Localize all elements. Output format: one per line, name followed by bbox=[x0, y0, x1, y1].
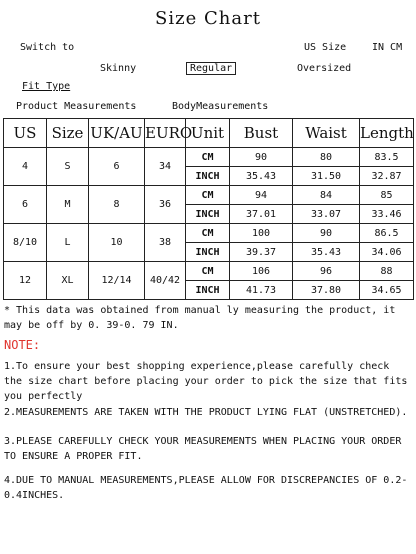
cell-waist: 35.43 bbox=[293, 243, 360, 262]
unit-toggle-in-cm[interactable]: IN CM bbox=[372, 42, 403, 53]
cell-size: L bbox=[47, 224, 89, 262]
table-header-row bbox=[4, 119, 414, 148]
fit-option-skinny[interactable]: Skinny bbox=[100, 63, 137, 74]
cell-us: 12 bbox=[4, 262, 47, 300]
header-length: Length bbox=[360, 119, 414, 148]
cell-bust: 37.01 bbox=[230, 205, 293, 224]
cell-unit: CM bbox=[186, 186, 230, 205]
cell-uk-au: 6 bbox=[89, 148, 145, 186]
cell-uk-au: 12/14 bbox=[89, 262, 145, 300]
page-title: Size Chart bbox=[155, 8, 261, 29]
fit-option-oversized[interactable]: Oversized bbox=[297, 63, 352, 74]
cell-us: 4 bbox=[4, 148, 47, 186]
size-chart-table bbox=[3, 118, 414, 300]
cell-size: XL bbox=[47, 262, 89, 300]
cell-bust: 90 bbox=[230, 148, 293, 167]
cell-waist: 31.50 bbox=[293, 167, 360, 186]
note-item: 4.DUE TO MANUAL MEASUREMENTS,PLEASE ALLOW FOR DISCREPANCIES OF 0.2-0.4INCHES. bbox=[4, 475, 408, 501]
switch-to-label: Switch to bbox=[20, 42, 75, 53]
disclaimer-text: * This data was obtained from manual ly measuring the product, it may be off by 0. 39-0. 79 IN. bbox=[4, 305, 396, 331]
cell-size: S bbox=[47, 148, 89, 186]
cell-uk-au: 8 bbox=[89, 186, 145, 224]
cell-bust: 35.43 bbox=[230, 167, 293, 186]
cell-length: 83.5 bbox=[360, 148, 414, 167]
cell-length: 32.87 bbox=[360, 167, 414, 186]
cell-length: 33.46 bbox=[360, 205, 414, 224]
tab-body-measurements[interactable]: BodyMeasurements bbox=[172, 101, 269, 112]
header-uk-au: UK/AU bbox=[89, 119, 145, 148]
cell-unit: INCH bbox=[186, 281, 230, 300]
cell-waist: 80 bbox=[293, 148, 360, 167]
table-row bbox=[4, 148, 414, 167]
cell-waist: 90 bbox=[293, 224, 360, 243]
cell-length: 34.65 bbox=[360, 281, 414, 300]
cell-unit: CM bbox=[186, 262, 230, 281]
note-item: 3.PLEASE CAREFULLY CHECK YOUR MEASUREMENTS WHEN PLACING YOUR ORDER TO ENSURE A PROPER FIT. bbox=[4, 436, 402, 462]
cell-size: M bbox=[47, 186, 89, 224]
cell-bust: 100 bbox=[230, 224, 293, 243]
cell-length: 85 bbox=[360, 186, 414, 205]
cell-bust: 94 bbox=[230, 186, 293, 205]
cell-euro: 38 bbox=[145, 224, 186, 262]
header-unit: Unit bbox=[186, 119, 230, 148]
cell-unit: INCH bbox=[186, 243, 230, 262]
cell-euro: 40/42 bbox=[145, 262, 186, 300]
table-row bbox=[4, 262, 414, 281]
cell-us: 8/10 bbox=[4, 224, 47, 262]
cell-us: 6 bbox=[4, 186, 47, 224]
fit-option-regular[interactable]: Regular bbox=[186, 62, 236, 75]
cell-euro: 34 bbox=[145, 148, 186, 186]
unit-toggle-us-size[interactable]: US Size bbox=[304, 42, 347, 53]
cell-length: 34.06 bbox=[360, 243, 414, 262]
cell-unit: INCH bbox=[186, 167, 230, 186]
cell-waist: 33.07 bbox=[293, 205, 360, 224]
cell-euro: 36 bbox=[145, 186, 186, 224]
note-item: 1.To ensure your best shopping experience,please carefully check the size chart before placing your order to pick the size that fits you perfectly bbox=[4, 361, 408, 402]
cell-uk-au: 10 bbox=[89, 224, 145, 262]
cell-length: 86.5 bbox=[360, 224, 414, 243]
header-waist: Waist bbox=[293, 119, 360, 148]
tab-product-measurements[interactable]: Product Measurements bbox=[16, 101, 137, 112]
cell-bust: 41.73 bbox=[230, 281, 293, 300]
cell-unit: CM bbox=[186, 148, 230, 167]
header-bust: Bust bbox=[230, 119, 293, 148]
cell-length: 88 bbox=[360, 262, 414, 281]
note-item: 2.MEASUREMENTS ARE TAKEN WITH THE PRODUCT LYING FLAT (UNSTRETCHED). bbox=[4, 407, 408, 418]
header-us: US bbox=[4, 119, 47, 148]
cell-waist: 96 bbox=[293, 262, 360, 281]
cell-waist: 37.80 bbox=[293, 281, 360, 300]
cell-unit: INCH bbox=[186, 205, 230, 224]
cell-bust: 106 bbox=[230, 262, 293, 281]
header-size: Size bbox=[47, 119, 89, 148]
table-row bbox=[4, 224, 414, 243]
fit-type-link[interactable]: Fit Type bbox=[22, 81, 71, 92]
header-euro: EURO bbox=[145, 119, 186, 148]
cell-unit: CM bbox=[186, 224, 230, 243]
note-label: NOTE: bbox=[4, 338, 41, 352]
cell-waist: 84 bbox=[293, 186, 360, 205]
cell-bust: 39.37 bbox=[230, 243, 293, 262]
table-row bbox=[4, 186, 414, 205]
